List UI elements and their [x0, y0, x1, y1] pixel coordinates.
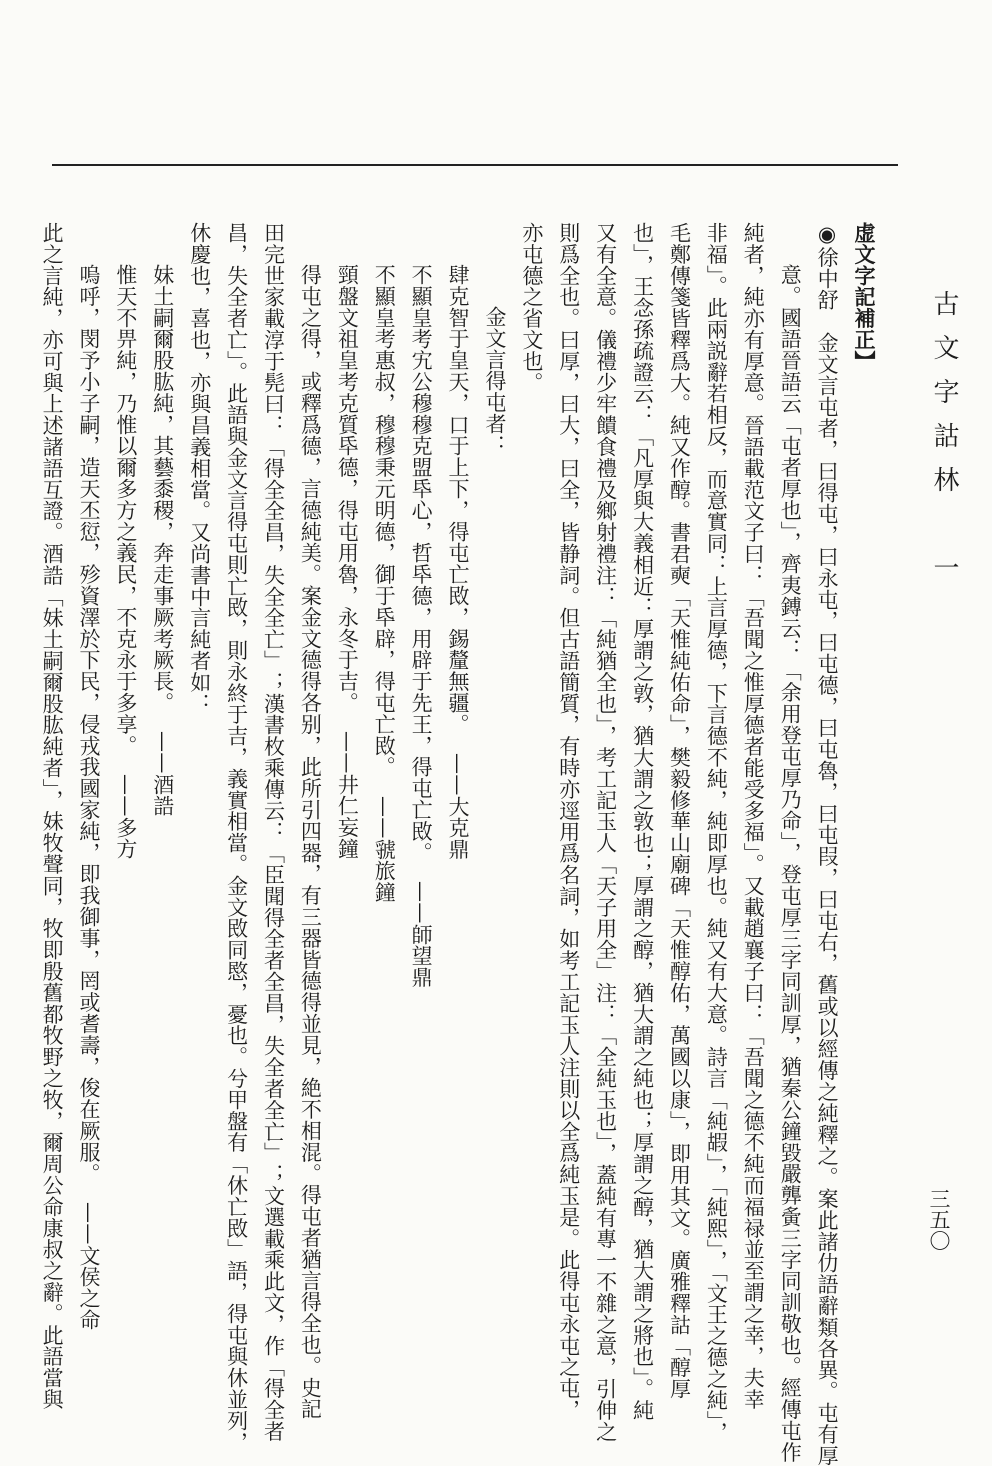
- column-text: 田完世家載淳于髡曰：「得全全昌，失全全亡」；漢書枚乘傳云：「臣聞得全者全昌，失全者全亡」；文選載乘此文，作「得全者: [261, 222, 286, 1442]
- text-column: [144, 222, 181, 1397]
- quote-source: ——井仁妄鐘: [335, 731, 360, 860]
- quote-source: ——大克鼎: [446, 752, 471, 860]
- text-column: [771, 222, 808, 1463]
- column-text: 休慶也，喜也，亦與昌義相當。又尚書中言純者如：: [187, 222, 212, 715]
- text-column: [734, 222, 771, 1410]
- column-text: ◉徐中舒 金文言屯者，曰得屯，曰永屯，曰屯德，曰屯魯，曰屯叚，曰屯右，舊或以經傳之純釋之。案此諸仂語辭類各異。屯有厚: [815, 222, 840, 1466]
- text-column: [808, 222, 845, 1466]
- column-text: 惟天不畀純，乃惟以爾多方之義民，不克永于多享。: [113, 264, 138, 757]
- text-column: [402, 222, 439, 1397]
- text-column: [476, 222, 513, 1397]
- text-column: [624, 222, 661, 1421]
- column-text: 意。國語晉語云「屯者厚也」，齊夷鎛云：「余用登屯厚乃命」，登屯厚三字同訓厚，猶秦公鐘毀嚴龏夤三字同訓敬也。經傳屯作: [778, 264, 803, 1463]
- column-text: 此之言純，亦可與上述諸語互證。酒誥「妹土嗣爾股肱純者」，妹牧聲同，牧即殷舊都牧野之牧，爾周公命康叔之辭。此語當與: [40, 222, 65, 1410]
- quote-source: ——師望鼎: [409, 881, 434, 989]
- text-column: [33, 222, 70, 1410]
- text-column: [255, 222, 292, 1442]
- column-text: 非福」。此兩説辭若相反，而意實同：上言厚德，下言德不純，純即厚也。純又有大意。詩言「純嘏」，「純熙」，「文王之德之純」，: [704, 222, 729, 1443]
- text-column: [292, 222, 329, 1420]
- header-rule: [52, 164, 898, 166]
- quote-source: ——多方: [113, 774, 138, 860]
- column-text: 妹土嗣爾股肱純，其藝黍稷，奔走事厥考厥長。: [150, 264, 175, 714]
- column-text: 亦屯德之省文也。: [519, 222, 544, 394]
- text-column: [513, 222, 550, 1397]
- column-text: 金文言得屯者：: [482, 306, 507, 456]
- quote-source: ——酒誥: [150, 731, 175, 818]
- column-text: 昌，失全者亡」。此語與金文言得屯則亡敃，則永終于吉，義實相當。金文敃同愍，憂也。兮甲盤有「休亡敃」語，得屯與休並列，: [224, 222, 249, 1453]
- text-column: [181, 222, 218, 1397]
- column-text: 肆克智于皇天，口于上下，得屯亡敃，錫釐無疆。: [446, 264, 471, 735]
- column-text: 不顯皇考宄公穆穆克盟氒心，哲氒德，用辟于先王，得屯亡敃。: [409, 264, 434, 864]
- column-text: 嗚呼，閔予小子嗣，造天丕愆，殄資澤於下民，侵戎我國家純，即我御事，罔或耆壽，俊在厥服。: [76, 264, 101, 1185]
- text-column: [587, 222, 624, 1443]
- text-column: [697, 222, 734, 1443]
- quote-source: ——文侯之命: [76, 1202, 101, 1331]
- text-column: [365, 222, 402, 1397]
- page-number: 三五〇: [927, 1188, 951, 1251]
- text-column: [550, 222, 587, 1421]
- text-column: [439, 222, 476, 1397]
- column-text: 頸盤文祖皇考克質氒德，得屯用魯，永冬于吉。: [335, 264, 360, 714]
- column-text: 則爲全也。曰厚，曰大，曰全，皆静詞。但古語簡質，有時亦逕用爲名詞，如考工記玉人注則以全爲純玉是。此得屯永屯之屯，: [556, 222, 581, 1421]
- column-text: 又有全意。儀禮少牢饋食禮及鄉射禮注：「純猶全也」，考工記玉人「天子用全」注：「全純玉也」，蓋純有專一不雜之意，引伸之: [593, 222, 618, 1443]
- text-column: [218, 222, 255, 1453]
- text-column: [70, 222, 107, 1397]
- quote-source: ——虢旅鐘: [372, 795, 397, 903]
- text-column: [107, 222, 144, 1397]
- section-title: 虚文字記補正】: [852, 222, 877, 372]
- text-column: [328, 222, 365, 1397]
- column-text: 得屯之得，或釋爲德，言德純美。案金文德得各别，此所引四器，有三器皆德得並見，絶不相混。得屯者猶言得全也。史記: [298, 264, 323, 1420]
- column-text: 毛鄭傳箋皆釋爲大。純又作醇。書君奭「天惟純佑命」，樊毅修華山廟碑「天惟醇佑，萬國以康」，即用其文。廣雅釋詁「醇厚: [667, 222, 692, 1400]
- column-text: 不顯皇考惠叔，穆穆秉元明德，御于氒辟，得屯亡敃。: [372, 264, 397, 778]
- text-column: [661, 222, 698, 1400]
- column-text: 純者，純亦有厚意。晉語載范文子曰：「吾聞之惟厚德者能受多福」。又載趙襄子曰：「吾聞之德不純而福禄並至謂之幸，夫幸: [741, 222, 766, 1410]
- column-text: 也」，王念孫疏證云：「凡厚與大義相近：厚謂之敦，猶大謂之敦也；厚謂之醇，猶大謂之純也；厚謂之醇，猶大謂之將也」。純: [630, 222, 655, 1421]
- book-title: 古文字詁林 一: [929, 290, 959, 598]
- body-text: [40, 222, 882, 1466]
